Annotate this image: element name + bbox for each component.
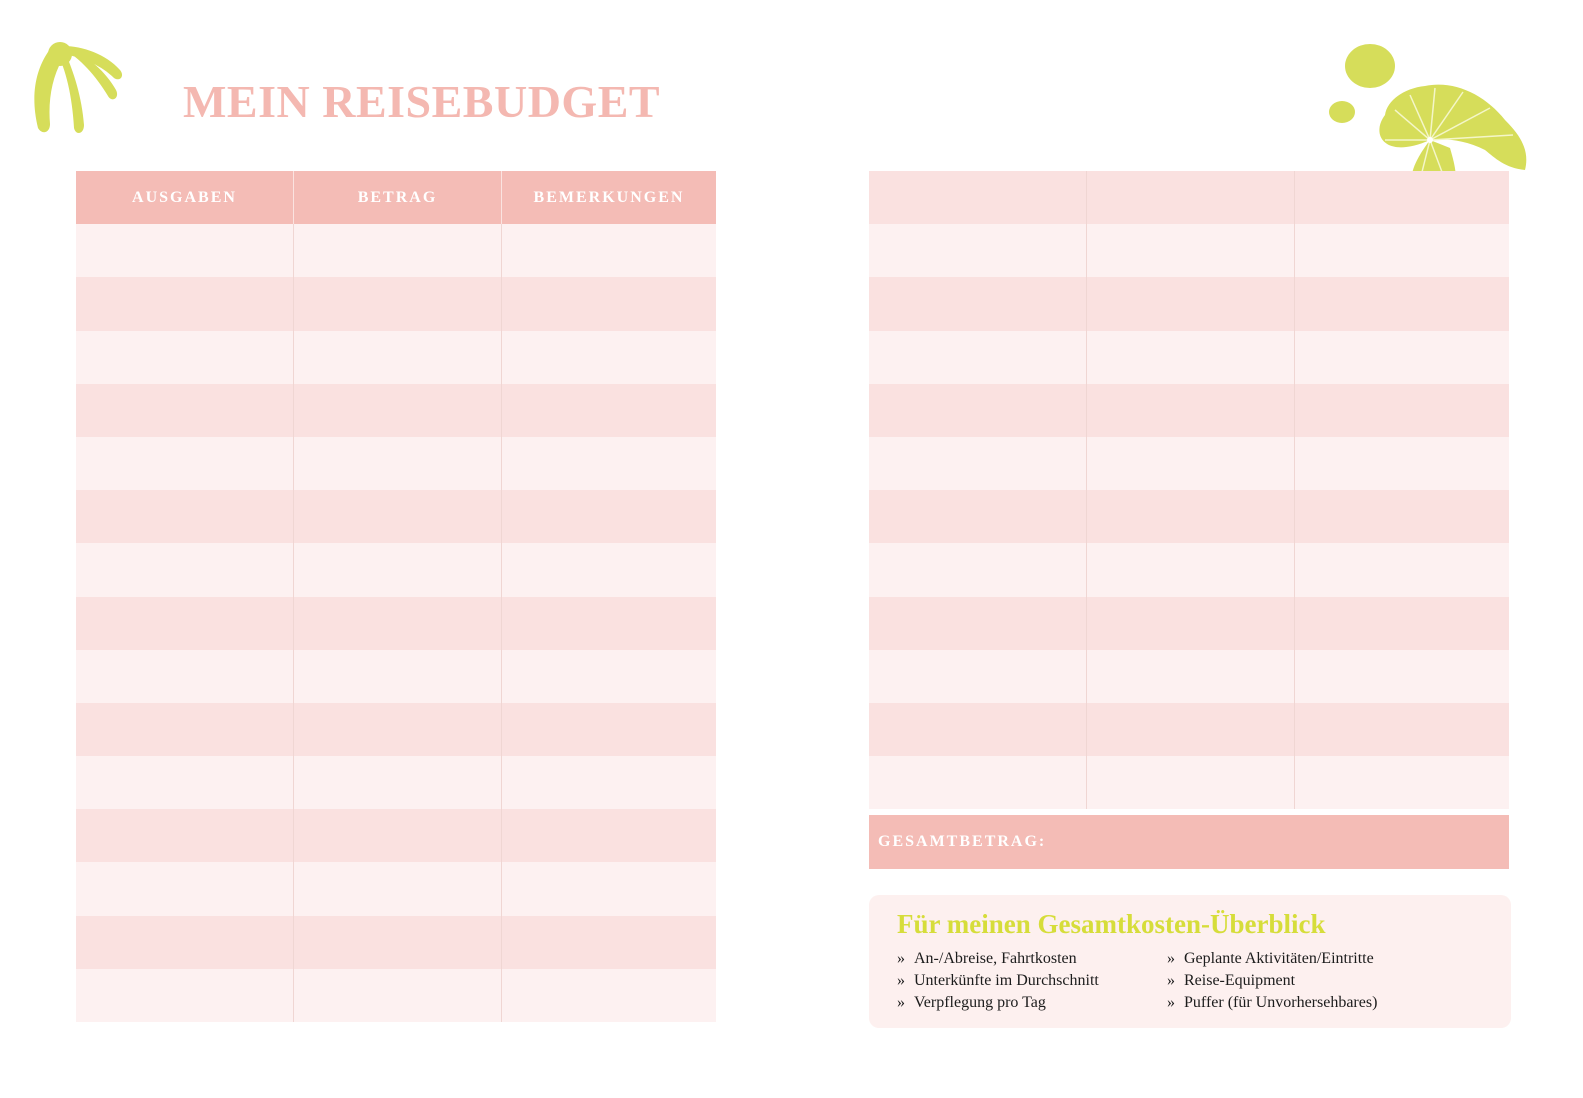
cell-ausgaben <box>76 331 294 384</box>
table-row <box>76 809 716 862</box>
cell-bemerkungen <box>1295 490 1509 543</box>
cell-betrag <box>294 916 502 969</box>
total-bar <box>869 815 1509 869</box>
table-row <box>76 862 716 915</box>
cell-ausgaben <box>869 171 1087 224</box>
cell-ausgaben <box>869 490 1087 543</box>
header-cell-ausgaben <box>76 171 294 224</box>
cell-bemerkungen <box>1295 650 1509 703</box>
overview-box <box>869 895 1511 1028</box>
bullet-marker: » <box>1167 950 1175 967</box>
budget-table-left <box>76 171 716 1022</box>
cell-bemerkungen <box>1295 224 1509 277</box>
column-header-bemerkungen: BEMERKUNGEN <box>533 188 685 206</box>
overview-item-text: Verpflegung pro Tag <box>914 994 1046 1011</box>
cell-ausgaben <box>869 703 1087 756</box>
table-row <box>869 277 1509 330</box>
cell-betrag <box>1087 331 1295 384</box>
cell-ausgaben <box>76 756 294 809</box>
table-row <box>76 331 716 384</box>
cell-bemerkungen <box>1295 437 1509 490</box>
cell-betrag <box>294 969 502 1022</box>
table-row <box>869 224 1509 277</box>
bullet-marker: » <box>897 950 905 967</box>
cell-ausgaben <box>869 650 1087 703</box>
cell-betrag <box>294 384 502 437</box>
cell-betrag <box>1087 171 1295 224</box>
overview-item-text: An-/Abreise, Fahrtkosten <box>914 950 1077 967</box>
cell-betrag <box>294 862 502 915</box>
cell-ausgaben <box>869 224 1087 277</box>
cell-bemerkungen <box>502 543 716 596</box>
table-row <box>76 384 716 437</box>
table-body-left <box>76 224 716 1022</box>
cell-ausgaben <box>76 543 294 596</box>
cell-betrag <box>1087 756 1295 809</box>
table-row <box>869 543 1509 596</box>
header-cell-betrag <box>294 171 502 224</box>
cell-betrag <box>1087 597 1295 650</box>
cell-bemerkungen <box>502 490 716 543</box>
table-row <box>76 543 716 596</box>
overview-item <box>1167 970 1377 992</box>
cell-betrag <box>1087 384 1295 437</box>
cell-betrag <box>294 277 502 330</box>
cell-betrag <box>294 809 502 862</box>
overview-item <box>1167 992 1377 1014</box>
cell-bemerkungen <box>1295 331 1509 384</box>
column-header-ausgaben: AUSGABEN <box>132 188 237 206</box>
cell-bemerkungen <box>502 862 716 915</box>
cell-betrag <box>1087 650 1295 703</box>
overview-item <box>897 992 1167 1014</box>
table-row <box>869 331 1509 384</box>
overview-item <box>1167 948 1377 970</box>
cell-ausgaben <box>76 916 294 969</box>
table-row <box>869 490 1509 543</box>
budget-table-right <box>869 171 1509 809</box>
cell-bemerkungen <box>1295 543 1509 596</box>
cell-betrag <box>1087 543 1295 596</box>
overview-title: Für meinen Gesamtkosten-Überblick <box>897 909 1326 939</box>
overview-list-right <box>1167 948 1377 1014</box>
cell-bemerkungen <box>502 597 716 650</box>
cell-bemerkungen <box>502 331 716 384</box>
overview-item <box>897 970 1167 992</box>
header-cell-bemerkungen <box>502 171 716 224</box>
leaf-icon <box>26 40 126 135</box>
table-row <box>76 703 716 756</box>
table-row <box>869 171 1509 224</box>
table-row <box>76 224 716 277</box>
table-row <box>869 597 1509 650</box>
total-label: GESAMTBETRAG: <box>878 833 1047 850</box>
cell-betrag <box>294 756 502 809</box>
overview-item-text: Puffer (für Unvorhersehbares) <box>1184 994 1378 1011</box>
table-row <box>76 437 716 490</box>
cell-bemerkungen <box>1295 597 1509 650</box>
cell-betrag <box>1087 490 1295 543</box>
table-row <box>869 437 1509 490</box>
cell-bemerkungen <box>1295 277 1509 330</box>
cell-betrag <box>1087 224 1295 277</box>
table-row <box>76 490 716 543</box>
cell-ausgaben <box>869 597 1087 650</box>
cell-betrag <box>294 543 502 596</box>
cell-bemerkungen <box>502 703 716 756</box>
table-row <box>76 969 716 1022</box>
table-row <box>76 277 716 330</box>
cell-betrag <box>1087 437 1295 490</box>
overview-item-text: Unterkünfte im Durchschnitt <box>914 972 1099 989</box>
cell-ausgaben <box>869 437 1087 490</box>
overview-item-text: Geplante Aktivitäten/Eintritte <box>1184 950 1374 967</box>
table-row <box>76 597 716 650</box>
cell-bemerkungen <box>502 277 716 330</box>
column-header-betrag: BETRAG <box>357 188 438 206</box>
bullet-marker: » <box>1167 994 1175 1011</box>
cell-ausgaben <box>76 437 294 490</box>
cell-ausgaben <box>869 756 1087 809</box>
cell-bemerkungen <box>502 756 716 809</box>
table-body-right <box>869 171 1509 809</box>
cell-ausgaben <box>869 331 1087 384</box>
table-row <box>869 650 1509 703</box>
table-row <box>76 916 716 969</box>
cell-bemerkungen <box>1295 756 1509 809</box>
cell-bemerkungen <box>1295 703 1509 756</box>
cell-bemerkungen <box>502 916 716 969</box>
cell-betrag <box>294 331 502 384</box>
table-row <box>869 384 1509 437</box>
overview-list-left <box>897 948 1167 1014</box>
table-row <box>869 756 1509 809</box>
cell-ausgaben <box>869 384 1087 437</box>
cell-ausgaben <box>76 224 294 277</box>
cell-bemerkungen <box>502 650 716 703</box>
cell-ausgaben <box>869 543 1087 596</box>
cell-bemerkungen <box>502 969 716 1022</box>
table-row <box>76 756 716 809</box>
bullet-marker: » <box>897 994 905 1011</box>
cell-ausgaben <box>76 490 294 543</box>
overview-item <box>897 948 1167 970</box>
page-title: MEIN REISEBUDGET <box>183 76 661 127</box>
cell-betrag <box>294 437 502 490</box>
cell-bemerkungen <box>502 224 716 277</box>
cell-betrag <box>294 703 502 756</box>
cell-ausgaben <box>76 597 294 650</box>
cell-bemerkungen <box>1295 384 1509 437</box>
bullet-marker: » <box>897 972 905 989</box>
overview-columns <box>897 948 1483 1014</box>
cell-betrag <box>294 224 502 277</box>
cell-bemerkungen <box>502 809 716 862</box>
table-row <box>869 703 1509 756</box>
cell-ausgaben <box>76 969 294 1022</box>
cell-ausgaben <box>76 809 294 862</box>
table-row <box>76 650 716 703</box>
cell-bemerkungen <box>502 384 716 437</box>
cell-betrag <box>294 597 502 650</box>
cell-ausgaben <box>76 862 294 915</box>
cell-ausgaben <box>76 650 294 703</box>
overview-item-text: Reise-Equipment <box>1184 972 1296 989</box>
table-header-row <box>76 171 716 224</box>
cell-bemerkungen <box>502 437 716 490</box>
cell-ausgaben <box>76 277 294 330</box>
cell-betrag <box>294 650 502 703</box>
cell-betrag <box>294 490 502 543</box>
cell-bemerkungen <box>1295 171 1509 224</box>
cell-ausgaben <box>76 703 294 756</box>
cell-ausgaben <box>76 384 294 437</box>
cell-betrag <box>1087 277 1295 330</box>
bullet-marker: » <box>1167 972 1175 989</box>
cell-ausgaben <box>869 277 1087 330</box>
cell-betrag <box>1087 703 1295 756</box>
